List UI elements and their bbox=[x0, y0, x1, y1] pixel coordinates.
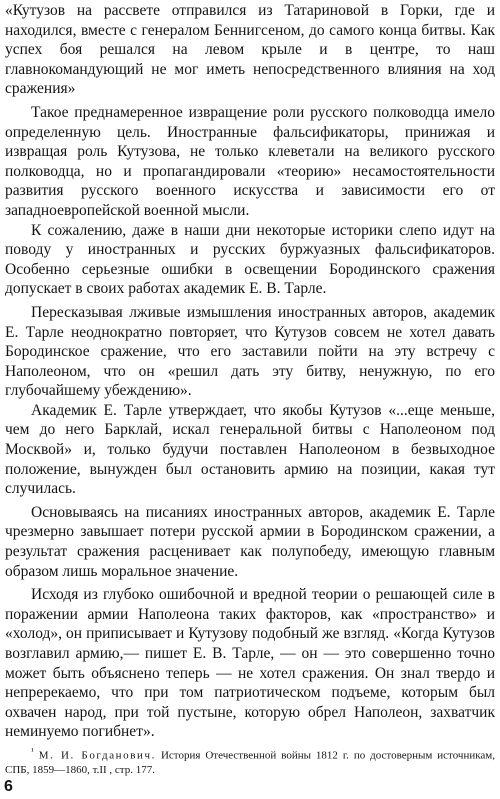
main-text bbox=[5, 1, 495, 742]
footnote-text: История Отечественной войны 1812 г. по достоверным источникам, СПБ, 1859—1860, т.II , стр. 177. bbox=[5, 749, 495, 777]
paragraph-4: Пересказывая лживые измышления иностранных авторов, академик Е. Тарле неоднократно повторяет, что Кутузов совсем не хотел давать Бородинское сражение, что его заставили пойти на эту встречу с Наполеоном, что он «решил дать эту битву, ненужную, по его глубочайшему убеждению». bbox=[5, 303, 495, 400]
footnote-marker: ¹ bbox=[31, 746, 34, 756]
footnote bbox=[5, 744, 495, 778]
paragraph-3: К сожалению, даже в наши дни некоторые историки слепо идут на поводу у иностранных и русских буржуазных фальсификаторов. Особенно серьезные ошибки в освещении Бородинского сражения допускает в своих работах академик Е. В. Тарле. bbox=[5, 221, 495, 298]
paragraph-2: Такое преднамеренное извращение роли русского полководца имело определенную цель. Иностранные фальсификаторы, принижая и извращая роль Кутузова, не только клеветали на великого русского полководца, но и пропагандировали «теорию» несамостоятельности развития русского военного искусства и зависимости его от западноевропейской военной мысли. bbox=[5, 103, 495, 219]
footnote-author: М. И. Богданович. bbox=[38, 749, 157, 762]
paragraph-1: «Кутузов на рассвете отправился из Татариновой в Горки, где и находился, вместе с генералом Беннигсеном, до самого конца битвы. Как успех боя решался на левом крыле и в центре, то наш главнокомандующий не мог иметь непосредственного влияния на ход сражения» bbox=[5, 2, 495, 98]
page-number: 6 bbox=[4, 778, 13, 795]
paragraph-7: Исходя из глубоко ошибочной и вредной теории о решающей силе в поражении армии Наполеона таких факторов, как «пространство» и «холод», он приписывает и Кутузову подобный же взгляд. «Когда Кутузов возглавил армию,— пишет Е. В. Тарле, — он — это совершенно точно может быть объяснено теперь — не хотел сражения. Он знал твердо и непререкаемо, что при том патриотическом подъеме, которым был охвачен народ, при той пустыне, которую обрел Наполеон, захватчик неминуемо погибнет». bbox=[5, 586, 495, 741]
paragraph-5: Академик Е. Тарле утверждает, что якобы Кутузов «...еще меньше, чем до него Барклай, искал генеральной битвы с Наполеоном под Москвой» и, только будучи поставлен Наполеоном в безвыходное положение, вынужден был остановить армию на позиции, какая тут случилась. bbox=[5, 401, 495, 498]
paragraph-6: Основываясь на писаниях иностранных авторов, академик Е. Тарле чрезмерно завышает потери русской армии в Бородинском сражении, а результат сражения расценивает как полупобеду, имеющую главным образом лишь моральное значение. bbox=[5, 503, 495, 580]
footnote-line bbox=[5, 744, 495, 778]
